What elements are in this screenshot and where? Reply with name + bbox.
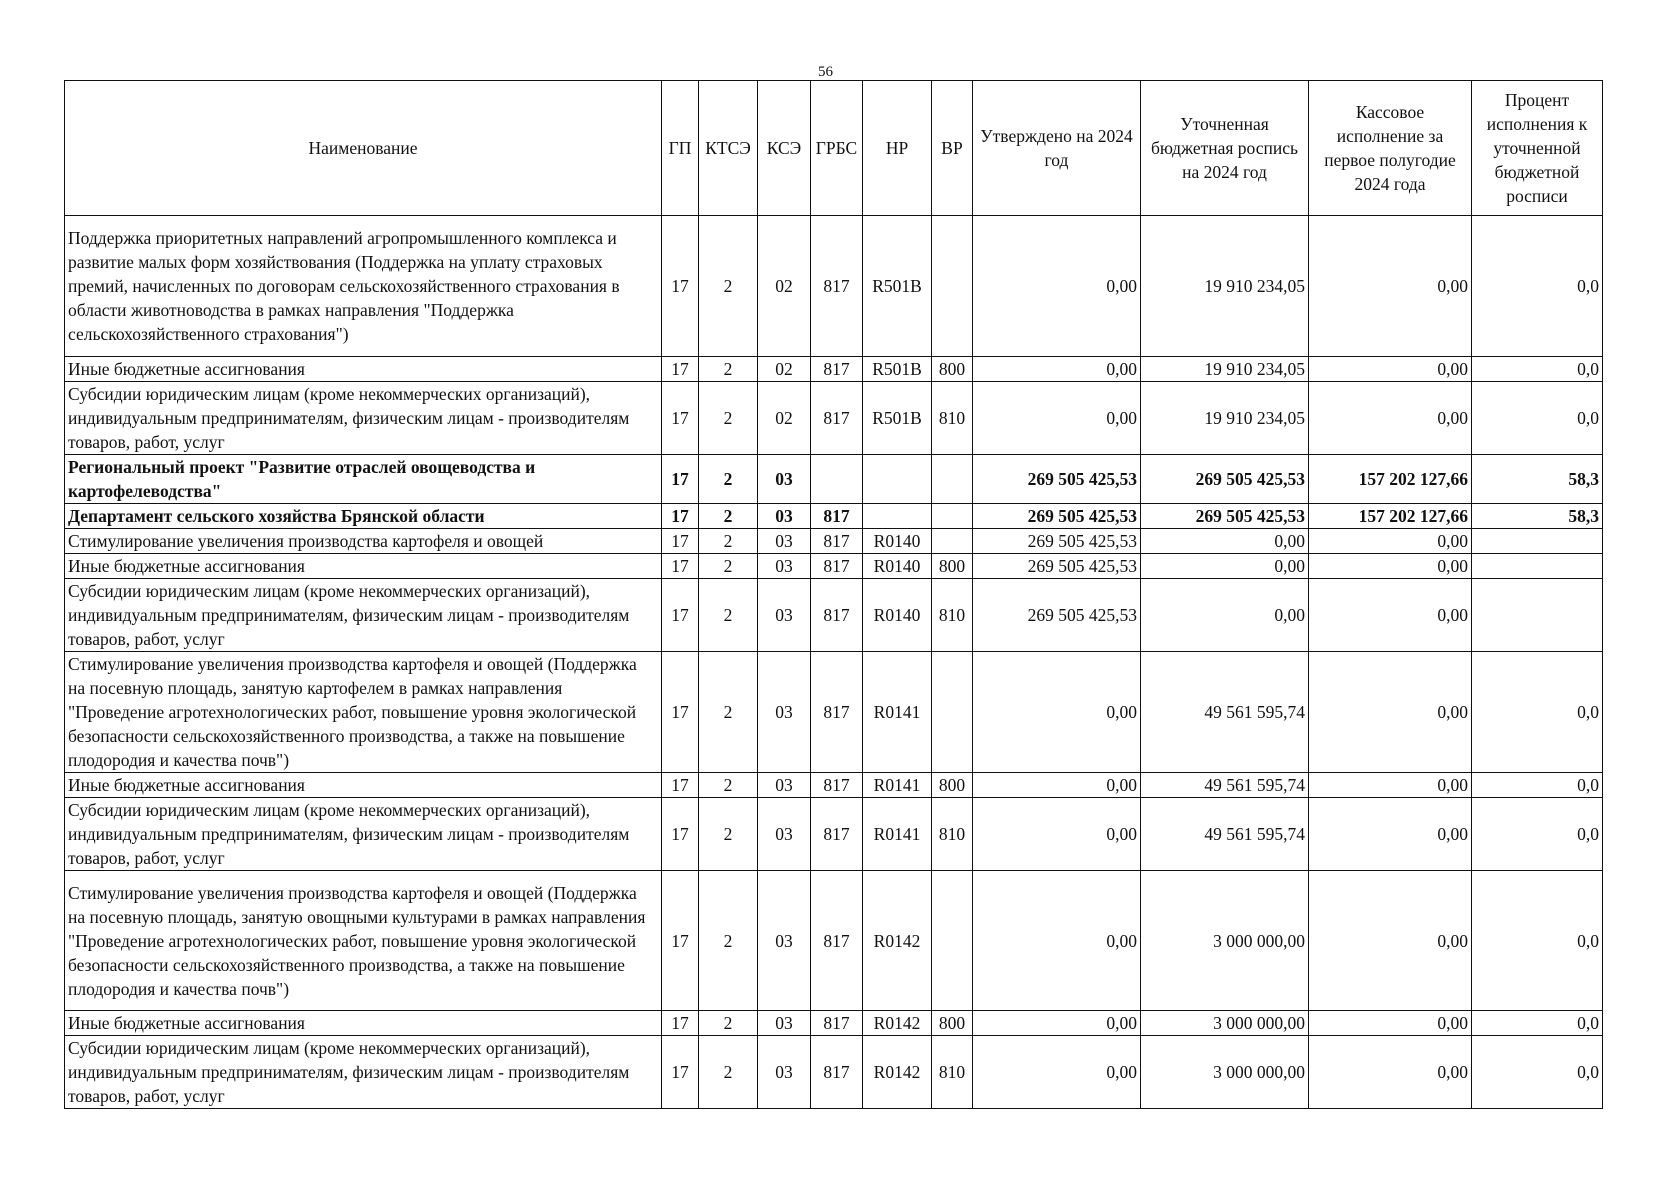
cell-percent: 0,0: [1472, 1036, 1603, 1109]
cell-refined: 269 505 425,53: [1141, 455, 1309, 504]
cell-cash: 0,00: [1309, 357, 1472, 382]
cell-grbs: 817: [811, 357, 863, 382]
cell-vr: 810: [932, 798, 973, 871]
cell-vr: [932, 529, 973, 554]
cell-kse: 02: [758, 216, 811, 357]
cell-refined: 19 910 234,05: [1141, 357, 1309, 382]
cell-grbs: 817: [811, 216, 863, 357]
cell-vr: [932, 504, 973, 529]
cell-refined: 0,00: [1141, 579, 1309, 652]
cell-kse: 03: [758, 1011, 811, 1036]
cell-percent: 0,0: [1472, 1011, 1603, 1036]
cell-ktse: 2: [699, 798, 758, 871]
cell-grbs: 817: [811, 773, 863, 798]
table-row: [65, 652, 1603, 773]
cell-ktse: 2: [699, 382, 758, 455]
cell-vr: [932, 216, 973, 357]
cell-vr: [932, 652, 973, 773]
cell-percent: 0,0: [1472, 357, 1603, 382]
cell-percent: [1472, 579, 1603, 652]
cell-approved: 0,00: [973, 357, 1141, 382]
header-approved: Утверждено на 2024 год: [973, 81, 1141, 216]
cell-ktse: 2: [699, 1036, 758, 1109]
cell-gp: 17: [662, 455, 699, 504]
table-row: [65, 1011, 1603, 1036]
cell-approved: 0,00: [973, 773, 1141, 798]
cell-approved: 269 505 425,53: [973, 579, 1141, 652]
cell-cash: 0,00: [1309, 773, 1472, 798]
cell-name: Стимулирование увеличения производства картофеля и овощей: [65, 529, 662, 554]
cell-vr: 800: [932, 357, 973, 382]
cell-cash: 0,00: [1309, 554, 1472, 579]
cell-gp: 17: [662, 1011, 699, 1036]
cell-approved: 269 505 425,53: [973, 529, 1141, 554]
budget-table: [64, 80, 1603, 1109]
cell-nr: [863, 455, 932, 504]
table-row: [65, 504, 1603, 529]
cell-nr: R0140: [863, 554, 932, 579]
cell-kse: 03: [758, 579, 811, 652]
cell-gp: 17: [662, 871, 699, 1011]
cell-cash: 157 202 127,66: [1309, 455, 1472, 504]
cell-nr: R501B: [863, 382, 932, 455]
cell-nr: R0142: [863, 871, 932, 1011]
cell-name: Субсидии юридическим лицам (кроме некоммерческих организаций), индивидуальным предпринимателям, физическим лицам - производителям товаров, работ, услуг: [65, 1036, 662, 1109]
cell-name: Региональный проект "Развитие отраслей овощеводства и картофелеводства": [65, 455, 662, 504]
cell-gp: 17: [662, 504, 699, 529]
cell-name: Поддержка приоритетных направлений агропромышленного комплекса и развитие малых форм хозяйствования (Поддержка на уплату страховых премий, начисленных по договорам сельскохозяйственного страхования в области животноводства в рамках направления "Поддержка сельскохозяйственного страхования"): [65, 216, 662, 357]
cell-ktse: 2: [699, 652, 758, 773]
header-refined: Уточненная бюджетная роспись на 2024 год: [1141, 81, 1309, 216]
cell-kse: 02: [758, 382, 811, 455]
cell-grbs: 817: [811, 871, 863, 1011]
cell-grbs: 817: [811, 529, 863, 554]
header-grbs: ГРБС: [811, 81, 863, 216]
cell-approved: 269 505 425,53: [973, 504, 1141, 529]
cell-refined: 49 561 595,74: [1141, 652, 1309, 773]
cell-kse: 03: [758, 871, 811, 1011]
cell-grbs: 817: [811, 504, 863, 529]
cell-refined: 49 561 595,74: [1141, 798, 1309, 871]
cell-grbs: 817: [811, 554, 863, 579]
header-nr: НР: [863, 81, 932, 216]
cell-gp: 17: [662, 529, 699, 554]
header-percent: Процент исполнения к уточненной бюджетной росписи: [1472, 81, 1603, 216]
cell-refined: 269 505 425,53: [1141, 504, 1309, 529]
cell-ktse: 2: [699, 579, 758, 652]
cell-name: Иные бюджетные ассигнования: [65, 357, 662, 382]
cell-cash: 0,00: [1309, 798, 1472, 871]
cell-gp: 17: [662, 1036, 699, 1109]
cell-approved: 0,00: [973, 798, 1141, 871]
cell-kse: 03: [758, 652, 811, 773]
cell-percent: 0,0: [1472, 652, 1603, 773]
cell-cash: 0,00: [1309, 1036, 1472, 1109]
cell-name: Иные бюджетные ассигнования: [65, 1011, 662, 1036]
cell-refined: 19 910 234,05: [1141, 216, 1309, 357]
cell-cash: 0,00: [1309, 871, 1472, 1011]
cell-vr: 800: [932, 773, 973, 798]
cell-gp: 17: [662, 216, 699, 357]
cell-approved: 0,00: [973, 1036, 1141, 1109]
cell-kse: 03: [758, 798, 811, 871]
cell-kse: 03: [758, 504, 811, 529]
cell-grbs: 817: [811, 798, 863, 871]
table-row: [65, 216, 1603, 357]
cell-nr: R0140: [863, 579, 932, 652]
table-row: [65, 455, 1603, 504]
cell-cash: 0,00: [1309, 382, 1472, 455]
cell-nr: R0141: [863, 652, 932, 773]
cell-vr: 810: [932, 579, 973, 652]
cell-gp: 17: [662, 579, 699, 652]
cell-grbs: [811, 455, 863, 504]
cell-vr: 800: [932, 1011, 973, 1036]
cell-percent: 0,0: [1472, 871, 1603, 1011]
cell-vr: [932, 455, 973, 504]
cell-cash: 0,00: [1309, 529, 1472, 554]
cell-ktse: 2: [699, 504, 758, 529]
cell-kse: 03: [758, 554, 811, 579]
cell-nr: R0140: [863, 529, 932, 554]
cell-grbs: 817: [811, 1011, 863, 1036]
cell-name: Стимулирование увеличения производства картофеля и овощей (Поддержка на посевную площадь, занятую картофелем в рамках направления "Проведение агротехнологических работ, повышение уровня экологической безопасности сельскохозяйственного производства, а также на повышение плодородия и качества почв"): [65, 652, 662, 773]
cell-cash: 157 202 127,66: [1309, 504, 1472, 529]
cell-nr: R0141: [863, 773, 932, 798]
cell-refined: 49 561 595,74: [1141, 773, 1309, 798]
cell-name: Иные бюджетные ассигнования: [65, 554, 662, 579]
cell-percent: [1472, 554, 1603, 579]
cell-name: Субсидии юридическим лицам (кроме некоммерческих организаций), индивидуальным предпринимателям, физическим лицам - производителям товаров, работ, услуг: [65, 579, 662, 652]
cell-approved: 0,00: [973, 1011, 1141, 1036]
table-row: [65, 773, 1603, 798]
cell-ktse: 2: [699, 357, 758, 382]
cell-grbs: 817: [811, 382, 863, 455]
cell-refined: 0,00: [1141, 529, 1309, 554]
cell-refined: 3 000 000,00: [1141, 1036, 1309, 1109]
cell-grbs: 817: [811, 652, 863, 773]
cell-percent: 0,0: [1472, 382, 1603, 455]
cell-refined: 19 910 234,05: [1141, 382, 1309, 455]
cell-kse: 02: [758, 357, 811, 382]
cell-grbs: 817: [811, 1036, 863, 1109]
header-name: Наименование: [65, 81, 662, 216]
cell-kse: 03: [758, 529, 811, 554]
table-row: [65, 871, 1603, 1011]
cell-name: Стимулирование увеличения производства картофеля и овощей (Поддержка на посевную площадь, занятую овощными культурами в рамках направления "Проведение агротехнологических работ, повышение уровня экологической безопасности сельскохозяйственного производства, а также на повышение плодородия и качества почв"): [65, 871, 662, 1011]
cell-refined: 3 000 000,00: [1141, 1011, 1309, 1036]
table-row: [65, 529, 1603, 554]
cell-kse: 03: [758, 1036, 811, 1109]
cell-vr: [932, 871, 973, 1011]
cell-refined: 3 000 000,00: [1141, 871, 1309, 1011]
cell-ktse: 2: [699, 216, 758, 357]
cell-approved: 0,00: [973, 216, 1141, 357]
table-row: [65, 554, 1603, 579]
header-ktse: КТСЭ: [699, 81, 758, 216]
cell-gp: 17: [662, 773, 699, 798]
cell-approved: 0,00: [973, 652, 1141, 773]
cell-ktse: 2: [699, 529, 758, 554]
cell-nr: [863, 504, 932, 529]
cell-approved: 0,00: [973, 871, 1141, 1011]
header-vr: ВР: [932, 81, 973, 216]
cell-ktse: 2: [699, 871, 758, 1011]
cell-name: Иные бюджетные ассигнования: [65, 773, 662, 798]
cell-cash: 0,00: [1309, 652, 1472, 773]
cell-percent: 0,0: [1472, 798, 1603, 871]
cell-nr: R0141: [863, 798, 932, 871]
cell-percent: 58,3: [1472, 455, 1603, 504]
header-cash: Кассовое исполнение за первое полугодие 2024 года: [1309, 81, 1472, 216]
cell-gp: 17: [662, 357, 699, 382]
cell-gp: 17: [662, 382, 699, 455]
cell-name: Департамент сельского хозяйства Брянской области: [65, 504, 662, 529]
header-gp: ГП: [662, 81, 699, 216]
table-row: [65, 798, 1603, 871]
table-header-row: [65, 81, 1603, 216]
cell-cash: 0,00: [1309, 216, 1472, 357]
cell-vr: 810: [932, 1036, 973, 1109]
cell-cash: 0,00: [1309, 1011, 1472, 1036]
cell-nr: R0142: [863, 1036, 932, 1109]
cell-kse: 03: [758, 773, 811, 798]
cell-approved: 269 505 425,53: [973, 455, 1141, 504]
cell-vr: 810: [932, 382, 973, 455]
cell-name: Субсидии юридическим лицам (кроме некоммерческих организаций), индивидуальным предпринимателям, физическим лицам - производителям товаров, работ, услуг: [65, 798, 662, 871]
cell-percent: 0,0: [1472, 773, 1603, 798]
cell-refined: 0,00: [1141, 554, 1309, 579]
header-kse: КСЭ: [758, 81, 811, 216]
cell-percent: 58,3: [1472, 504, 1603, 529]
cell-nr: R0142: [863, 1011, 932, 1036]
cell-ktse: 2: [699, 455, 758, 504]
cell-gp: 17: [662, 652, 699, 773]
cell-cash: 0,00: [1309, 579, 1472, 652]
cell-grbs: 817: [811, 579, 863, 652]
cell-gp: 17: [662, 554, 699, 579]
table-row: [65, 357, 1603, 382]
table-row: [65, 382, 1603, 455]
cell-ktse: 2: [699, 554, 758, 579]
cell-gp: 17: [662, 798, 699, 871]
table-row: [65, 1036, 1603, 1109]
cell-ktse: 2: [699, 773, 758, 798]
cell-approved: 269 505 425,53: [973, 554, 1141, 579]
cell-percent: [1472, 529, 1603, 554]
cell-nr: R501B: [863, 216, 932, 357]
cell-approved: 0,00: [973, 382, 1141, 455]
page-number: 56: [818, 64, 833, 80]
cell-nr: R501B: [863, 357, 932, 382]
table-row: [65, 579, 1603, 652]
cell-percent: 0,0: [1472, 216, 1603, 357]
cell-ktse: 2: [699, 1011, 758, 1036]
cell-kse: 03: [758, 455, 811, 504]
cell-vr: 800: [932, 554, 973, 579]
cell-name: Субсидии юридическим лицам (кроме некоммерческих организаций), индивидуальным предпринимателям, физическим лицам - производителям товаров, работ, услуг: [65, 382, 662, 455]
